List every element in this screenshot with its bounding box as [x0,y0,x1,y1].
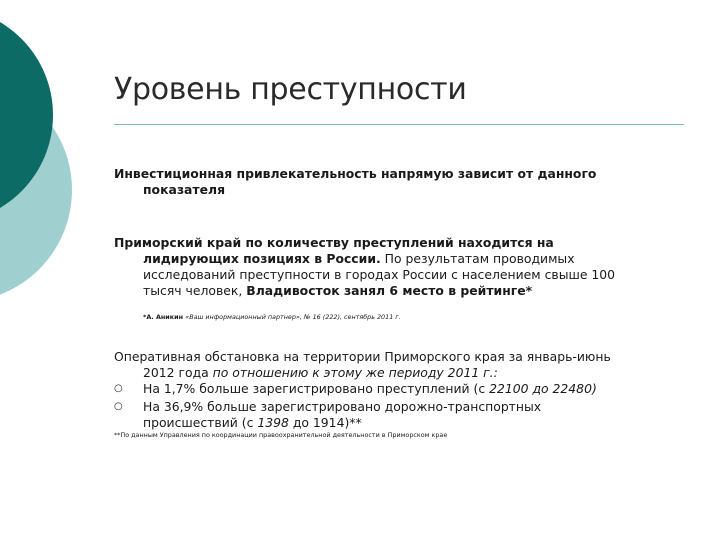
bullet-text [114,381,703,397]
plain-text: По результатам проводимых [380,251,575,266]
bullet-item-accidents [114,399,703,431]
italic-text: 22100 до 22480) [489,381,597,396]
footnote-source-1 [143,313,401,321]
plain-text: 2012 года [143,365,213,380]
plain-text: до 1914)** [288,415,362,430]
italic-text: по отношению к этому же периоду 2011 г.: [212,365,498,380]
paragraph-line: показателя [143,182,226,197]
paragraph-investment [114,166,689,198]
paragraph-operational [114,349,689,381]
paragraph-primorsky [114,235,689,299]
bold-text: лидирующих позициях в России. [143,251,381,266]
footnote-author: *А. Аникин [143,313,186,321]
paragraph-line [114,251,689,267]
decorative-circles [0,0,110,320]
plain-text: тысяч человек, [143,283,247,298]
paragraph-line [114,365,689,381]
bullet-circle-icon: ○ [114,401,123,412]
paragraph-line: исследований преступности в городах России с населением свыше 100 [143,267,616,282]
title-divider [114,124,684,125]
bullet-text [114,415,703,431]
bullet-item-crimes [114,381,703,397]
paragraph-line: Инвестиционная привлекательность напрямую зависит от данного [114,166,597,181]
footnote-citation: «Ваш информационный партнер», № 16 (222), сентябрь 2011 г. [185,313,401,321]
bullet-circle-icon: ○ [114,383,123,394]
footnote-source-2: **По данным Управления по координации правоохранительной деятельности в Приморском крае [114,431,448,439]
paragraph-line: Приморский край по количеству преступлений находится на [114,235,554,250]
paragraph-line: Оперативная обстановка на территории Приморского края за январь-июнь [114,349,611,364]
bullet-text: На 36,9% больше зарегистрировано дорожно-транспортных [143,399,542,414]
paragraph-line [114,283,689,299]
plain-text: На 1,7% больше зарегистрировано преступлений (с [143,381,490,396]
italic-text: 1398 [257,415,289,430]
bold-text: Владивосток занял 6 место в рейтинге* [246,283,533,298]
slide-title: Уровень преступности [114,72,467,107]
plain-text: происшествий (с [143,415,258,430]
